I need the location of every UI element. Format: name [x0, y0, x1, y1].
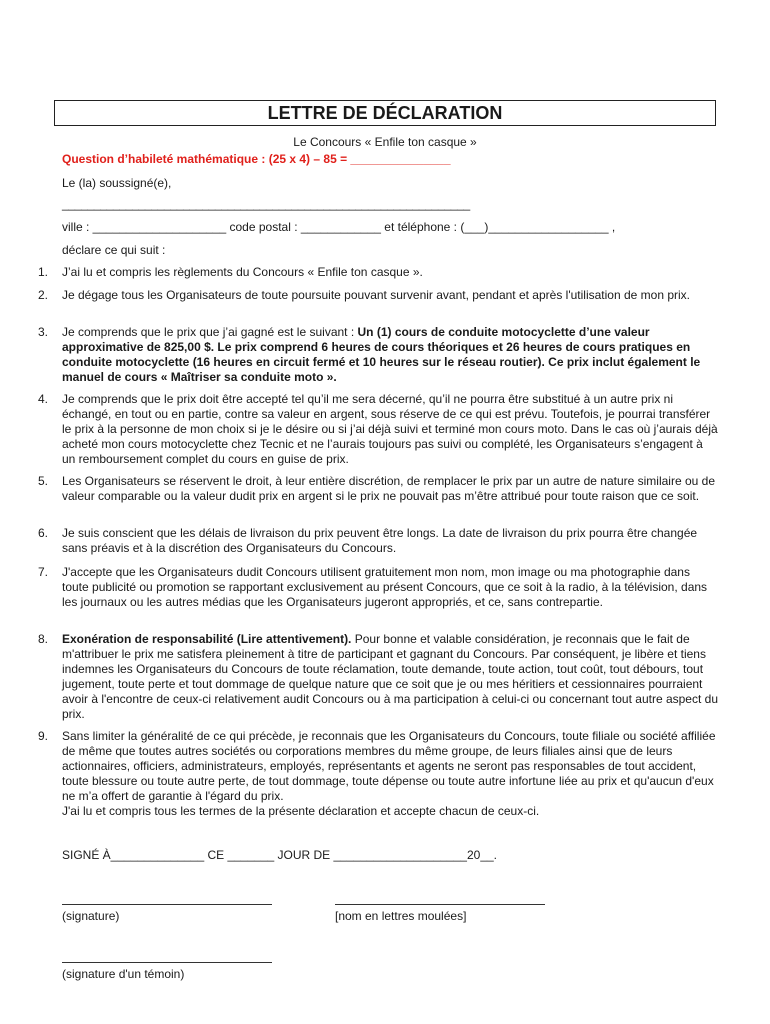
- clause-6: [38, 526, 718, 556]
- clause-9: [38, 729, 718, 819]
- liability-text: Pour bonne et valable considération, je reconnais que le fait de m'attribuer le prix me satisfera pleinement à titre de participant et gagnant du Concours. Par conséquent, je libère et tiens indemnes les Organisateurs du Concours de toute réclamation, toute demande, toute action, tout coût, tout débours, tout jugement, toute perte et tout dommage de quelque nature que ce soit que je ou mes héritiers et cessionnaires pourraient avoir à l'encontre de ceux-ci relativement audit Concours ou à ma participation à celui-ci ou concernant tout autre aspect du prix.: [62, 632, 718, 721]
- clause-1: [38, 265, 718, 280]
- clause-number: 3.: [38, 325, 49, 339]
- clause-text-intro: Je comprends que le prix que j’ai gagné est le suivant :: [62, 325, 358, 339]
- printed-name-label: [nom en lettres moulées]: [335, 909, 467, 923]
- clause-text: Je dégage tous les Organisateurs de toute poursuite pouvant survenir avant, pendant et après l'utilisation de mon prix.: [62, 288, 691, 302]
- declares-label: déclare ce qui suit :: [62, 243, 166, 257]
- document-title: LETTRE DE DÉCLARATION: [54, 100, 716, 126]
- clause-number: 9.: [38, 729, 49, 743]
- clause-text: [62, 632, 718, 722]
- math-question: Question d’habileté mathématique : (25 x 4) – 85 = _______________: [62, 152, 451, 166]
- clause-text: Je suis conscient que les délais de livraison du prix peuvent être longs. La date de livraison du prix pourra être changée sans préavis et à la discrétion des Organisateurs du Concours.: [62, 526, 698, 555]
- witness-signature-rule: [62, 962, 272, 963]
- witness-signature-label: (signature d'un témoin): [62, 967, 185, 981]
- clause-text: J'accepte que les Organisateurs dudit Concours utilisent gratuitement mon nom, mon image ou ma photographie dans toute publicité ou promotion se rapportant exclusivement au présent Concours, que ce soit à la radio, à la télévision, dans les journaux ou les autres médias que les Organisateurs jugeront appropriés, et ce, sans contrepartie.: [62, 565, 708, 609]
- prize-description: Un (1) cours de conduite motocyclette d’une valeur approximative de 825,00 $. Le prix comprend 6 heures de cours théoriques et 26 heures de cours pratiques en conduite motocyclette (16 heures en circuit fermé et 10 heures sur le réseau routier). Ce prix inclut également le manuel de cours « Maîtriser sa conduite moto ».: [62, 325, 701, 384]
- acceptance-statement: J'ai lu et compris tous les termes de la présente déclaration et accepte chacun de ceux-ci.: [62, 804, 540, 818]
- clause-text: Sans limiter la généralité de ce qui précède, je reconnais que les Organisateurs du Concours, toute filiale ou société affiliée de même que toutes autres sociétés ou corporations membres du même groupe, de leurs filiales ainsi que de leurs actionnaires, officiers, administrateurs, employés, représentants et agents ne seront pas responsables de tout accident, toute blessure ou toute autre perte, de tout dommage, toute dépense ou toute autre infortune liée au prix et qu'aucun d'eux ne m’a offert de garantie à l'égard du prix.: [62, 729, 716, 803]
- signature-label: (signature): [62, 909, 120, 923]
- clause-3: [38, 325, 718, 385]
- liability-heading: Exonération de responsabilité (Lire attentivement).: [62, 632, 352, 646]
- signature-rule: [62, 904, 272, 905]
- clause-7: [38, 565, 718, 610]
- clause-number: 7.: [38, 565, 49, 579]
- clause-number: 2.: [38, 288, 49, 302]
- printed-name-rule: [335, 904, 545, 905]
- signed-at-line: SIGNÉ À______________ CE _______ JOUR DE ____________________20__.: [62, 848, 498, 862]
- clause-text: [62, 325, 718, 385]
- clause-text: Je comprends que le prix doit être accepté tel qu’il me sera décerné, qu’il ne pourra être substitué à un autre prix ni échangé, en tout ou en partie, contre sa valeur en argent, sous réserve de ce qui est prévu. Toutefois, je pourrai transférer le prix à la personne de mon choix si je le désire ou si j’ai déjà suivi et terminé mon cours moto. Dans le cas où j’aurais déjà acheté mon cours motocyclette chez Tecnic et ne l’aurais toujours pas suivi ou complété, les Organisateurs s’engagent à un remboursement complet du cours en guise de prix.: [62, 392, 718, 466]
- clause-2: [38, 288, 718, 303]
- clause-number: 1.: [38, 265, 49, 279]
- clause-text: J’ai lu et compris les règlements du Concours « Enfile ton casque ».: [62, 265, 423, 279]
- clause-5: [38, 474, 718, 504]
- clause-number: 6.: [38, 526, 49, 540]
- clause-text: Les Organisateurs se réservent le droit, à leur entière discrétion, de remplacer le prix par un autre de nature similaire ou de valeur comparable ou la valeur dudit prix en argent si le prix ne pouvait pas m’être attribué pour toute raison que ce soit.: [62, 474, 715, 503]
- undersigned-label: Le (la) soussigné(e),: [62, 176, 172, 190]
- clause-number: 8.: [38, 632, 49, 646]
- clause-8: [38, 632, 718, 722]
- clause-number: 5.: [38, 474, 49, 488]
- address-line: ville : ____________________ code postal : ____________ et téléphone : (___)__________________ ,: [62, 220, 616, 234]
- name-blank-line: ________________________________________________________________: [62, 197, 470, 211]
- contest-subtitle: Le Concours « Enfile ton casque »: [293, 135, 477, 149]
- clause-4: [38, 392, 718, 467]
- clause-number: 4.: [38, 392, 49, 406]
